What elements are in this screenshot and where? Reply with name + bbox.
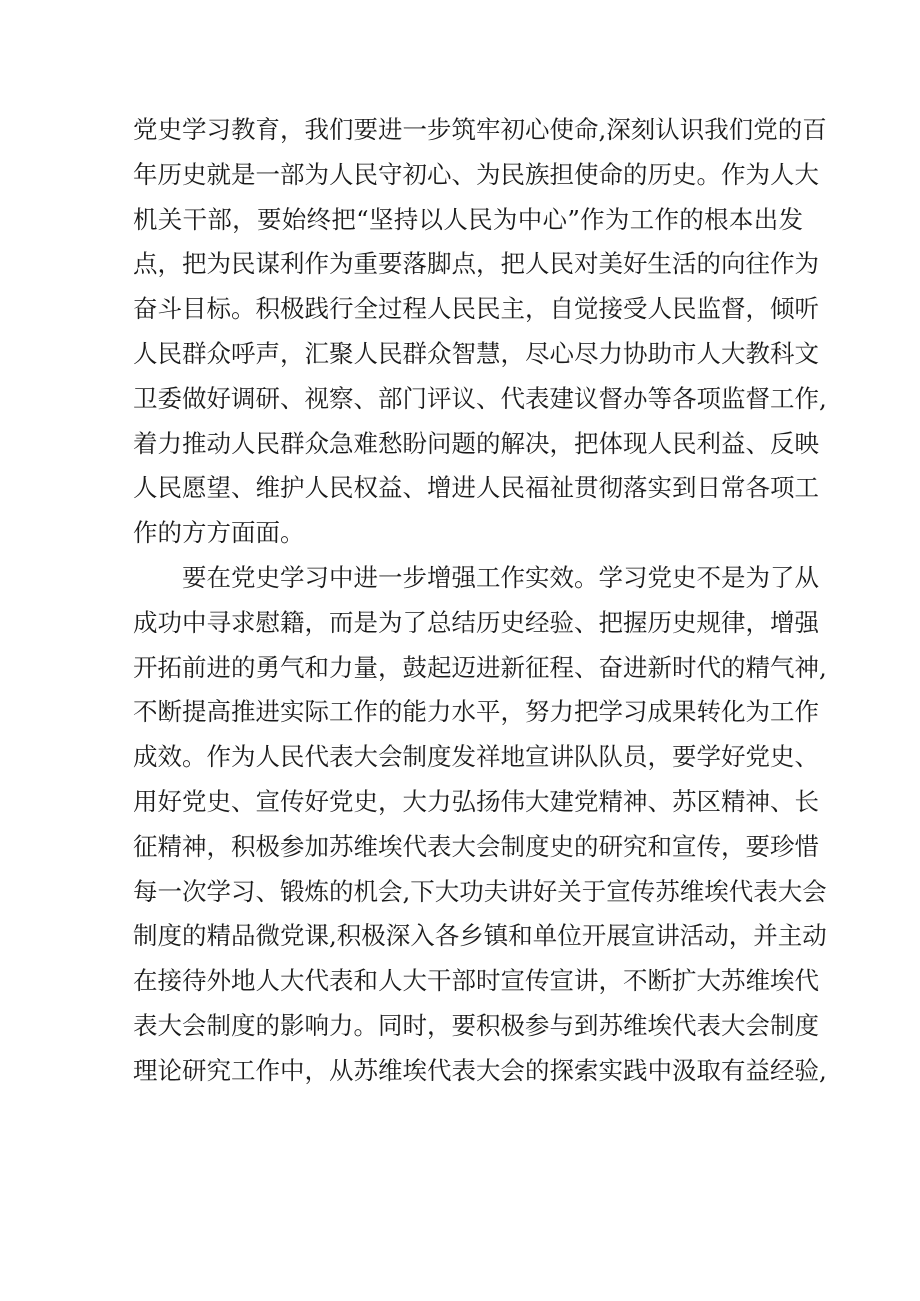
paragraph-2-line-8: 每一次学习、锻炼的机会,下大功夫讲好关于宣传苏维埃代表大会 [133,876,827,906]
paragraph-2-line-10: 在接待外地人大代表和人大干部时宣传宣讲，不断扩大苏维埃代 [133,966,819,996]
paragraph-2-line-9: 制度的精品微党课,积极深入各乡镇和单位开展宣讲活动，并主动 [133,921,827,951]
paragraph-1-line-8: 着力推动人民群众急难愁盼问题的解决，把体现人民利益、反映 [133,428,819,458]
paragraph-2-line-1: 要在党史学习中进一步增强工作实效。学习党史不是为了从 [182,562,819,592]
paragraph-2-line-11: 表大会制度的影响力。同时，要积极参与到苏维埃代表大会制度 [133,1010,819,1040]
paragraph-2-line-4: 不断提高推进实际工作的能力水平，努力把学习成果转化为工作 [133,697,819,727]
paragraph-2-line-2: 成功中寻求慰籍，而是为了总结历史经验、把握历史规律，增强 [133,607,819,637]
paragraph-1-line-3: 机关干部，要始终把“坚持以人民为中心”作为工作的根本出发 [133,204,803,234]
paragraph-1-line-5: 奋斗目标。积极践行全过程人民民主，自觉接受人民监督，倾听 [133,294,819,324]
paragraph-1-line-6: 人民群众呼声，汇聚人民群众智慧，尽心尽力协助市人大教科文 [133,338,819,368]
paragraph-1-line-4: 点，把为民谋利作为重要落脚点，把人民对美好生活的向往作为 [133,249,819,279]
paragraph-2-line-7: 征精神，积极参加苏维埃代表大会制度史的研究和宣传，要珍惜 [133,831,819,861]
paragraph-2-line-6: 用好党史、宣传好党史，大力弘扬伟大建党精神、苏区精神、长 [133,786,819,816]
paragraph-2-line-5: 成效。作为人民代表大会制度发祥地宣讲队队员，要学好党史、 [133,742,819,772]
paragraph-1-line-10: 作的方方面面。 [133,518,305,548]
paragraph-1-line-7: 卫委做好调研、视察、部门评议、代表建议督办等各项监督工作, [133,383,827,413]
paragraph-1-line-2: 年历史就是一部为人民守初心、为民族担使命的历史。作为人大 [133,159,819,189]
document-body [133,108,827,1094]
paragraph-2-line-3: 开拓前进的勇气和力量，鼓起迈进新征程、奋进新时代的精气神, [133,652,827,682]
paragraph-1-line-1: 党史学习教育，我们要进一步筑牢初心使命,深刻认识我们党的百 [133,115,827,144]
paragraph-2-line-12: 理论研究工作中，从苏维埃代表大会的探索实践中汲取有益经验, [133,1055,827,1085]
paragraph-1-line-9: 人民愿望、维护人民权益、增进人民福祉贯彻落实到日常各项工 [133,473,819,503]
